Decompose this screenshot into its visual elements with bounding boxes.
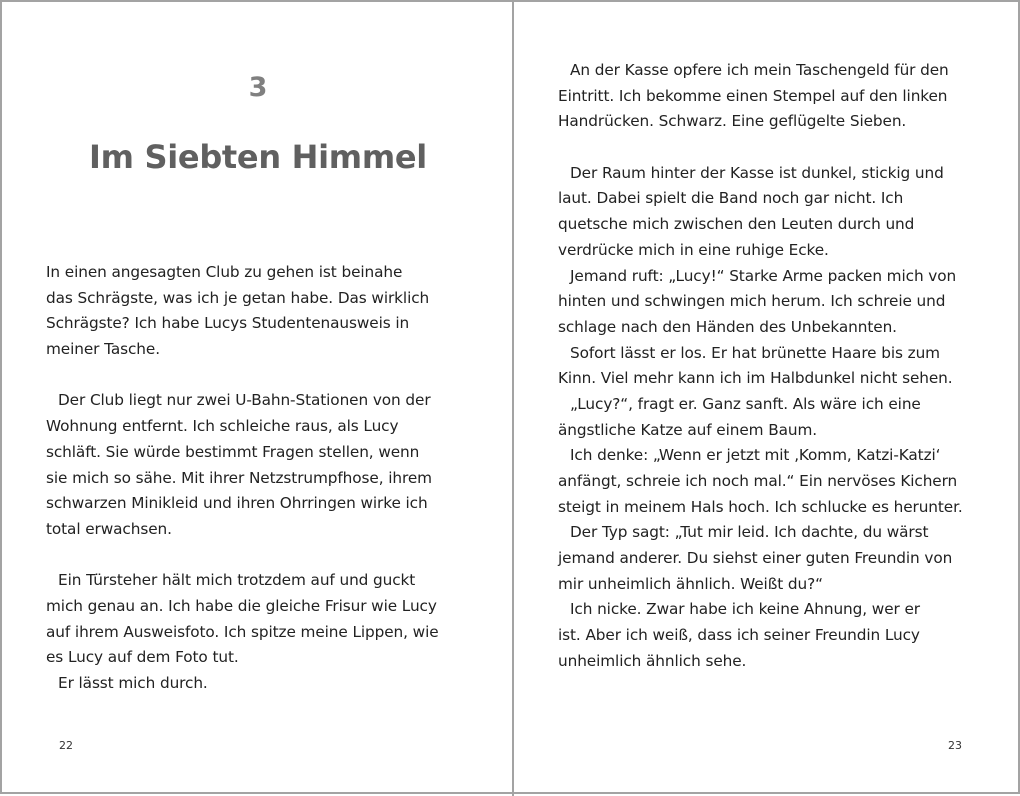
chapter-title: Im Siebten Himmel — [89, 138, 427, 176]
text-line: anfängt, schreie ich noch mal.“ Ein nervöses Kichern — [558, 472, 958, 490]
text-line: schwarzen Minikleid und ihren Ohrringen wirke ich — [46, 494, 428, 513]
text-line: schläft. Sie würde bestimmt Fragen stellen, wenn — [46, 442, 420, 461]
text-line: sie mich so sähe. Mit ihrer Netzstrumpfhose, ihrem — [46, 468, 432, 487]
text-line: Jemand ruft: „Lucy!“ Starke Arme packen mich von — [570, 266, 957, 285]
text-line: unheimlich ähnlich sehe. — [558, 651, 747, 670]
text-line: mich genau an. Ich habe die gleiche Frisur wie Lucy — [46, 596, 437, 615]
text-line: „Lucy?“, fragt er. Ganz sanft. Als wäre ich eine — [570, 394, 921, 413]
page-number-left: 22 — [59, 739, 73, 752]
text-line: es Lucy auf dem Foto tut. — [46, 648, 239, 667]
text-line: ist. Aber ich weiß, dass ich seiner Freundin Lucy — [558, 626, 920, 645]
left-page — [4, 2, 512, 796]
text-line: Kinn. Viel mehr kann ich im Halbdunkel nicht sehen. — [558, 369, 953, 388]
text-line: Der Typ sagt: „Tut mir leid. Ich dachte, du wärst — [570, 523, 929, 542]
paragraph-gap — [46, 363, 486, 389]
text-line: Der Club liegt nur zwei U-Bahn-Stationen von der — [58, 391, 431, 410]
right-page — [514, 2, 1020, 796]
paragraph-gap — [558, 135, 1008, 161]
text-line: In einen angesagten Club zu gehen ist beinahe — [46, 263, 403, 281]
text-line: Der Raum hinter der Kasse ist dunkel, stickig und — [570, 163, 944, 182]
text-line: Ein Türsteher hält mich trotzdem auf und guckt — [58, 571, 416, 590]
text-line: Schrägste? Ich habe Lucys Studentenausweis in — [46, 314, 410, 333]
paragraph-gap — [46, 543, 486, 569]
page-number-right: 23 — [948, 739, 962, 752]
text-line: meiner Tasche. — [46, 340, 160, 359]
right-page-body — [558, 58, 1008, 675]
text-line: steigt in meinem Hals hoch. Ich schlucke es herunter. — [558, 497, 963, 516]
text-line: Wohnung entfernt. Ich schleiche raus, als Lucy — [46, 417, 399, 436]
text-line: das Schrägste, was ich je getan habe. Das wirklich — [46, 288, 430, 307]
text-line: mir unheimlich ähnlich. Weißt du?“ — [558, 574, 823, 593]
text-line: ängstliche Katze auf einem Baum. — [558, 420, 818, 439]
text-line: Ich denke: „Wenn er jetzt mit ‚Komm, Katzi-Katzi‘ — [570, 446, 941, 465]
text-line: Er lässt mich durch. — [58, 674, 208, 692]
text-line: hinten und schwingen mich herum. Ich schreie und — [558, 292, 946, 311]
text-line: jemand anderer. Du siehst einer guten Freundin von — [558, 549, 953, 568]
text-line: Ich nicke. Zwar habe ich keine Ahnung, wer er — [570, 600, 920, 619]
text-line: verdrücke mich in eine ruhige Ecke. — [558, 240, 829, 259]
text-line: laut. Dabei spielt die Band noch gar nicht. Ich — [558, 189, 904, 208]
left-page-body — [46, 260, 486, 697]
text-line: total erwachsen. — [46, 519, 172, 538]
text-line: An der Kasse opfere ich mein Taschengeld für den — [570, 61, 949, 79]
text-line: Sofort lässt er los. Er hat brünette Haare bis zum — [570, 343, 940, 362]
text-line: Eintritt. Ich bekomme einen Stempel auf den linken — [558, 86, 948, 105]
text-line: quetsche mich zwischen den Leuten durch und — [558, 215, 915, 234]
text-line: auf ihrem Ausweisfoto. Ich spitze meine Lippen, wie — [46, 622, 439, 641]
text-line: schlage nach den Händen des Unbekannten. — [558, 317, 897, 336]
chapter-number: 3 — [248, 72, 268, 103]
text-line: Handrücken. Schwarz. Eine geflügelte Sieben. — [558, 112, 907, 131]
